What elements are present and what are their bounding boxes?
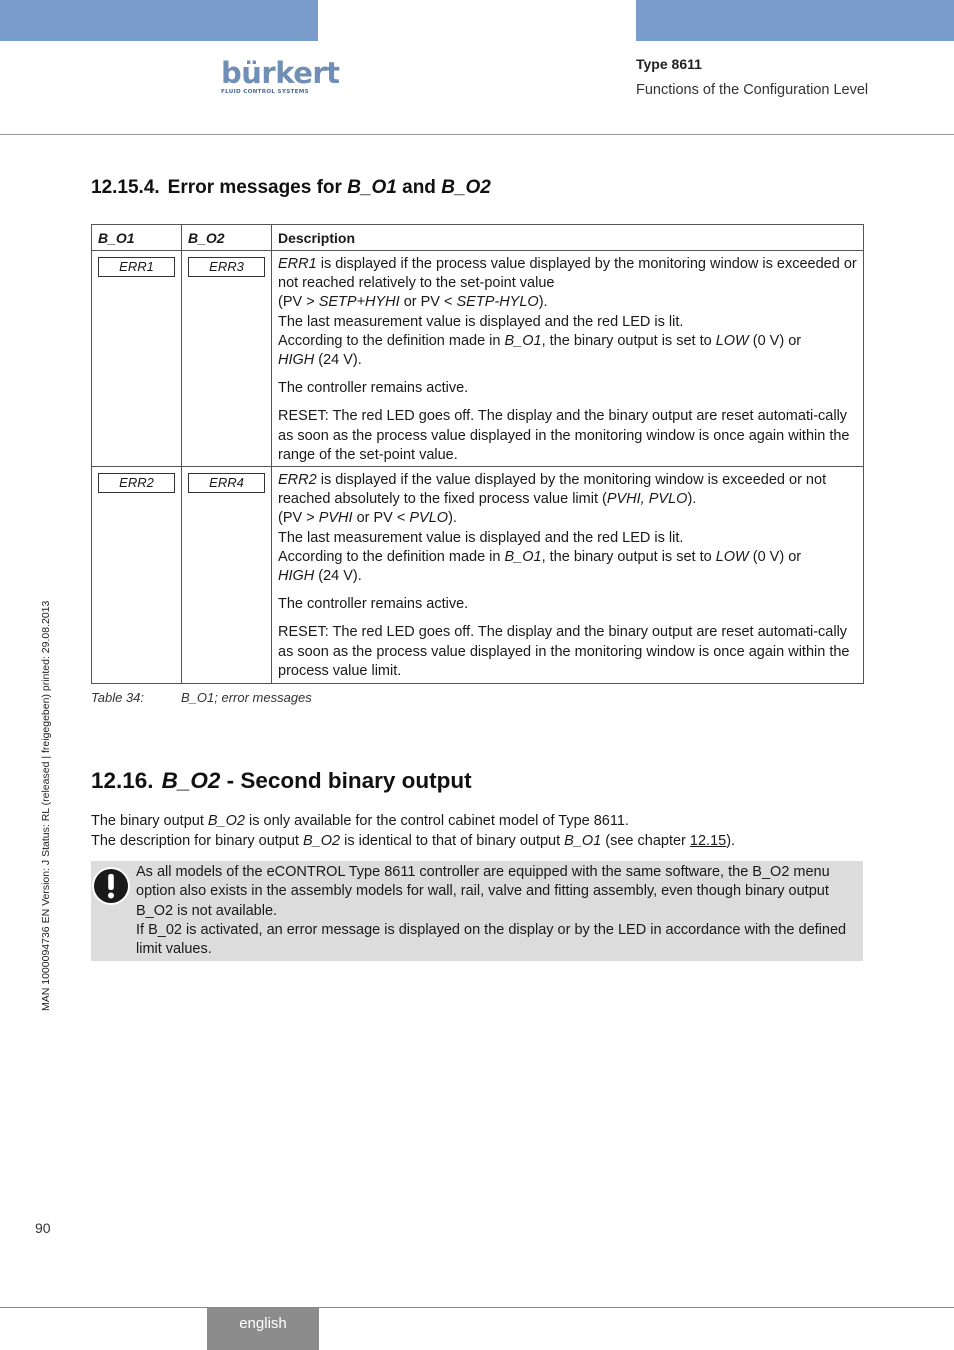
text: According to the definition made in [278,548,505,565]
param: PVHI, PVLO [606,491,688,508]
cell-b-o2 [182,251,272,467]
text: ). [538,294,548,311]
param: B_O1 [564,833,602,849]
error-code-box: ERR1 [98,257,175,277]
text: (24 V). [314,568,362,585]
cell-b-o1 [92,467,182,684]
footer-divider [0,1307,954,1308]
description-paragraph: The controller remains active. [278,380,469,397]
exclamation-icon [91,866,131,906]
param: B_O1 [504,548,542,565]
text: (24 V). [314,352,362,369]
note-text [136,863,861,959]
param: SETP-HYLO [456,294,539,311]
language-tab: english [207,1308,319,1350]
section-title-prefix: Error messages for [167,177,348,198]
text: is displayed if the process value displayed by the monitoring window is exceeded or not reached relatively to the set-point value [278,256,857,292]
body-paragraph [91,813,629,829]
description-paragraph [278,471,857,586]
side-document-info: MAN 1000094736 EN Version: J Status: RL (released | freigegeben) printed: 29.08.2013 [40,600,52,1011]
page-number: 90 [35,1220,51,1236]
section-heading-12-16 [91,768,472,794]
text: , the binary output is set to [541,548,716,565]
caption-text: B_O1; error messages [181,690,312,705]
text: or PV < [399,294,457,311]
text: The last measurement value is displayed and the red LED is lit. [278,529,684,546]
text: The description for binary output [91,833,303,849]
warning-note [91,861,863,961]
description-paragraph: RESET: The red LED goes off. The display and the binary output are reset automati-cally as soon as the process value displayed in the monitoring window is once again within the range of the set-point value. [278,408,850,463]
param: HIGH [278,352,315,369]
section-title-and: and [396,177,442,198]
text: is identical to that of binary output [340,833,565,849]
error-code-box: ERR4 [188,473,265,493]
error-messages-table [91,224,864,684]
section-title-rest: - Second binary output [220,768,472,793]
error-code-box: ERR3 [188,257,265,277]
text: , the binary output is set to [541,332,716,349]
document-type: Type 8611 [636,56,702,72]
table-row [92,467,864,684]
param: HIGH [278,568,315,585]
text: ). [448,510,457,527]
burkert-logo [221,56,340,95]
text: According to the definition made in [278,332,505,349]
text: ). [687,491,697,508]
error-code: ERR2 [278,472,317,489]
description-paragraph: The controller remains active. [278,596,469,613]
param: B_O2 [302,833,341,849]
section-number: 12.15.4. [91,177,160,198]
param: LOW [715,332,749,349]
cell-b-o1 [92,251,182,467]
text: The last measurement value is displayed and the red LED is lit. [278,313,684,330]
text: or PV < [352,510,410,527]
description-paragraph: RESET: The red LED goes off. The display and the binary output are reset automati-cally as soon as the process value displayed in the monitoring window is once again within the process value limit. [278,624,850,679]
header-divider [0,134,954,135]
chapter-link[interactable]: 12.15 [689,833,727,849]
text: The binary output [91,813,208,829]
header-description: Description [272,225,864,251]
description-paragraph [278,255,857,370]
cell-description [272,251,864,467]
header-b-o2: B_O2 [182,225,272,251]
header-b-o1: B_O1 [92,225,182,251]
param: B_O2 [207,813,245,829]
section-heading-12-15-4 [91,177,491,199]
error-code-box: ERR2 [98,473,175,493]
text: ). [726,833,736,849]
text: is displayed if the value displayed by the monitoring window is exceeded or not reached absolutely to the fixed process value limit ( [278,472,827,508]
logo-wordmark: bürkert [221,56,340,90]
table-header-row [92,225,864,251]
header-bar-right [636,0,954,41]
section-title-b2: B_O2 [441,177,491,198]
header-bar-left [0,0,318,41]
table-caption [91,690,312,705]
logo-tagline: FLUID CONTROL SYSTEMS [221,89,309,95]
chapter-title: Functions of the Configuration Level [636,82,869,98]
param: LOW [715,548,749,565]
cell-description [272,467,864,684]
param: B_O1 [504,332,542,349]
param: PVHI [318,510,353,527]
table-row [92,251,864,467]
section-title-b1: B_O1 [347,177,397,198]
text: (PV > [278,294,319,311]
cell-b-o2 [182,467,272,684]
text: (0 V) or [748,332,802,349]
note-line: As all models of the eCONTROL Type 8611 controller are equipped with the same software, the B_O2 menu option also exists in the assembly models for wall, rail, valve and fitting assembly, even though binary output B_O2 is not available. [136,864,830,919]
text: is only available for the control cabinet model of Type 8611. [244,813,629,829]
section-number: 12.16. [91,768,154,793]
caption-label: Table 34: [91,690,145,705]
param: PVLO [409,510,449,527]
body-paragraph [91,833,735,849]
param: SETP+HYHI [318,294,400,311]
text: (PV > [278,510,319,527]
text: (0 V) or [748,548,802,565]
text: (see chapter [601,833,690,849]
section-title-b2: B_O2 [161,768,221,793]
error-code: ERR1 [278,256,317,272]
note-line: If B_02 is activated, an error message is displayed on the display or by the LED in accordance with the defined limit values. [136,921,847,958]
